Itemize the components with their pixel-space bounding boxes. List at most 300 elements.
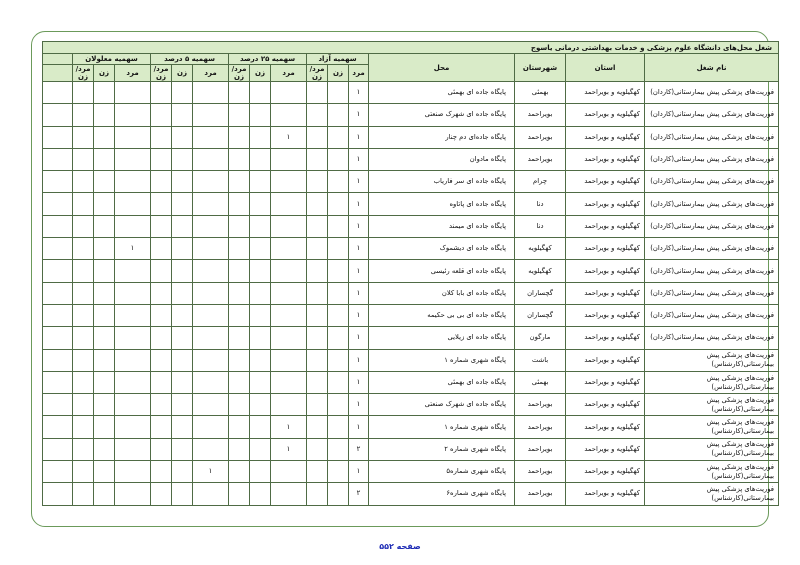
job-cell: فوریت‌های پزشکی پیش بیمارستانی(کارشناس) xyxy=(645,371,779,393)
quota-cell xyxy=(307,82,328,104)
quota-cell xyxy=(271,104,307,126)
place-cell: پایگاه شهری شماره ۲ xyxy=(369,438,515,460)
quota-cell xyxy=(172,260,193,282)
table-row xyxy=(43,171,779,193)
table-row xyxy=(43,260,779,282)
spacer-cell xyxy=(43,483,73,505)
subheader-cell: مرد xyxy=(115,65,151,82)
quota-cell xyxy=(250,438,271,460)
quota-cell xyxy=(328,193,349,215)
quota-cell: ۱ xyxy=(349,171,369,193)
place-cell: پایگاه جاده ای بهمئی xyxy=(369,82,515,104)
quota-cell xyxy=(193,282,229,304)
quota-cell xyxy=(73,82,94,104)
spacer-cell xyxy=(43,148,73,170)
quota-cell xyxy=(328,82,349,104)
county-cell: بویراحمد xyxy=(515,416,566,438)
quota-cell xyxy=(94,104,115,126)
quota-cell xyxy=(94,148,115,170)
table-row xyxy=(43,148,779,170)
quota-cell xyxy=(172,104,193,126)
table-row xyxy=(43,394,779,416)
quota-cell xyxy=(172,438,193,460)
quota-cell xyxy=(271,349,307,371)
quota-cell xyxy=(151,371,172,393)
quota-cell: ۱ xyxy=(349,327,369,349)
province-cell: کهگیلویه و بویراحمد xyxy=(566,215,645,237)
spacer-cell xyxy=(43,394,73,416)
table-row xyxy=(43,104,779,126)
quota-cell xyxy=(328,215,349,237)
quota-cell xyxy=(328,394,349,416)
quota-cell xyxy=(250,394,271,416)
quota-cell xyxy=(193,438,229,460)
quota-cell xyxy=(328,304,349,326)
job-cell: فوریت‌های پزشکی پیش بیمارستانی(کاردان) xyxy=(645,126,779,148)
spacer-cell xyxy=(43,438,73,460)
place-cell: پایگاه شهری شماره ۱ xyxy=(369,349,515,371)
quota-cell xyxy=(94,282,115,304)
quota-cell xyxy=(271,260,307,282)
quota-cell xyxy=(94,215,115,237)
table-row xyxy=(43,304,779,326)
quota-cell xyxy=(94,371,115,393)
quota-cell xyxy=(229,461,250,483)
quota-cell xyxy=(229,304,250,326)
quota-cell xyxy=(229,82,250,104)
header-place: محل xyxy=(369,54,515,82)
quota-cell xyxy=(250,483,271,505)
quota-cell xyxy=(328,171,349,193)
spacer-cell xyxy=(43,193,73,215)
province-cell: کهگیلویه و بویراحمد xyxy=(566,282,645,304)
quota-cell xyxy=(73,215,94,237)
quota-cell xyxy=(151,394,172,416)
subheader-cell: زن xyxy=(250,65,271,82)
place-cell: پایگاه جاده ای سر فاریاب xyxy=(369,171,515,193)
quota-cell xyxy=(307,148,328,170)
quota-cell xyxy=(115,171,151,193)
quota-cell xyxy=(172,82,193,104)
quota-cell xyxy=(94,483,115,505)
quota-cell xyxy=(94,461,115,483)
header-spacer xyxy=(43,54,73,65)
quota-cell xyxy=(271,82,307,104)
place-cell: پایگاه جاده ای میمند xyxy=(369,215,515,237)
quota-cell xyxy=(151,304,172,326)
quota-cell: ۱ xyxy=(271,438,307,460)
quota-cell xyxy=(115,260,151,282)
quota-cell xyxy=(193,394,229,416)
quota-cell: ۱ xyxy=(349,238,369,260)
province-cell: کهگیلویه و بویراحمد xyxy=(566,416,645,438)
quota-cell xyxy=(172,416,193,438)
quota-cell xyxy=(73,461,94,483)
quota-cell xyxy=(307,327,328,349)
quota-cell xyxy=(115,461,151,483)
table-row xyxy=(43,371,779,393)
quota-cell xyxy=(115,126,151,148)
quota-cell: ۱ xyxy=(349,148,369,170)
quota-cell xyxy=(271,171,307,193)
quota-cell xyxy=(328,104,349,126)
place-cell: پایگاه شهری شماره۵ xyxy=(369,461,515,483)
quota-cell xyxy=(328,260,349,282)
quota-cell xyxy=(115,416,151,438)
quota-cell xyxy=(250,171,271,193)
county-cell: کهگیلویه xyxy=(515,260,566,282)
quota-cell xyxy=(328,349,349,371)
quota-cell xyxy=(250,104,271,126)
job-cell: فوریت‌های پزشکی پیش بیمارستانی(کاردان) xyxy=(645,148,779,170)
page-number: صفحه ۵۵۲ xyxy=(379,542,421,551)
quota-cell xyxy=(172,394,193,416)
quota-cell xyxy=(151,349,172,371)
province-cell: کهگیلویه و بویراحمد xyxy=(566,260,645,282)
province-cell: کهگیلویه و بویراحمد xyxy=(566,371,645,393)
quota-cell xyxy=(307,461,328,483)
job-cell: فوریت‌های پزشکی پیش بیمارستانی(کاردان) xyxy=(645,327,779,349)
job-cell: فوریت‌های پزشکی پیش بیمارستانی(کاردان) xyxy=(645,82,779,104)
quota-cell xyxy=(73,282,94,304)
quota-cell xyxy=(94,82,115,104)
place-cell: پایگاه جاده‌ای دم چنار xyxy=(369,126,515,148)
quota-cell xyxy=(94,438,115,460)
province-cell: کهگیلویه و بویراحمد xyxy=(566,148,645,170)
job-cell: فوریت‌های پزشکی پیش بیمارستانی(کارشناس) xyxy=(645,438,779,460)
quota-cell xyxy=(229,416,250,438)
quota-cell xyxy=(193,327,229,349)
subheader-cell: مرد xyxy=(271,65,307,82)
quota-cell xyxy=(250,371,271,393)
quota-cell xyxy=(328,461,349,483)
quota-cell xyxy=(307,104,328,126)
quota-cell xyxy=(307,483,328,505)
header-province: استان xyxy=(566,54,645,82)
quota-cell xyxy=(229,104,250,126)
quota-cell xyxy=(271,327,307,349)
place-cell: پایگاه مادوان xyxy=(369,148,515,170)
job-cell: فوریت‌های پزشکی پیش بیمارستانی(کارشناس) xyxy=(645,349,779,371)
quota-cell xyxy=(193,349,229,371)
quota-cell xyxy=(115,438,151,460)
quota-cell xyxy=(271,238,307,260)
quota-cell xyxy=(94,394,115,416)
quota-cell xyxy=(328,483,349,505)
quota-cell xyxy=(172,126,193,148)
county-cell: گچساران xyxy=(515,282,566,304)
quota-cell xyxy=(151,327,172,349)
quota-cell xyxy=(229,215,250,237)
quota-cell xyxy=(73,238,94,260)
table-row xyxy=(43,416,779,438)
quota-cell xyxy=(94,416,115,438)
province-cell: کهگیلویه و بویراحمد xyxy=(566,126,645,148)
quota-cell: ۱ xyxy=(349,260,369,282)
quota-cell xyxy=(115,148,151,170)
job-cell: فوریت‌های پزشکی پیش بیمارستانی(کاردان) xyxy=(645,282,779,304)
county-cell: دنا xyxy=(515,193,566,215)
quota-cell: ۱ xyxy=(349,461,369,483)
quota-cell xyxy=(271,304,307,326)
place-cell: پایگاه جاده ای قلعه رئیسی xyxy=(369,260,515,282)
subheader-cell: زن xyxy=(328,65,349,82)
county-cell: کهگیلویه xyxy=(515,238,566,260)
quota-cell xyxy=(229,238,250,260)
quota-cell xyxy=(229,126,250,148)
quota-cell xyxy=(193,304,229,326)
province-cell: کهگیلویه و بویراحمد xyxy=(566,238,645,260)
quota-cell: ۱ xyxy=(349,349,369,371)
spacer-cell xyxy=(43,238,73,260)
quota-cell xyxy=(94,327,115,349)
job-cell: فوریت‌های پزشکی پیش بیمارستانی(کاردان) xyxy=(645,238,779,260)
spacer-cell xyxy=(43,171,73,193)
county-cell: بویراحمد xyxy=(515,483,566,505)
quota-cell xyxy=(307,304,328,326)
quota-cell xyxy=(172,349,193,371)
quota-cell xyxy=(73,327,94,349)
quota-cell xyxy=(73,304,94,326)
quota-cell xyxy=(250,416,271,438)
quota-cell xyxy=(115,104,151,126)
quota-cell xyxy=(307,438,328,460)
county-cell: بویراحمد xyxy=(515,126,566,148)
quota-cell xyxy=(250,461,271,483)
quota-cell xyxy=(271,461,307,483)
quota-cell xyxy=(115,371,151,393)
quota-cell xyxy=(172,483,193,505)
quota-cell xyxy=(229,483,250,505)
county-cell: بویراحمد xyxy=(515,438,566,460)
quota-cell xyxy=(151,438,172,460)
quota-cell xyxy=(307,215,328,237)
quota-cell xyxy=(172,461,193,483)
quota-cell xyxy=(250,349,271,371)
quota-cell: ۱ xyxy=(349,193,369,215)
quota-cell xyxy=(115,483,151,505)
place-cell: پایگاه جاده ای بهمئی xyxy=(369,371,515,393)
province-cell: کهگیلویه و بویراحمد xyxy=(566,304,645,326)
quota-cell: ۱ xyxy=(271,416,307,438)
quota-cell xyxy=(172,327,193,349)
subheader-cell: زن xyxy=(172,65,193,82)
quota-cell xyxy=(151,215,172,237)
spacer-cell xyxy=(43,461,73,483)
quota-cell xyxy=(328,148,349,170)
quota-cell xyxy=(193,215,229,237)
place-cell: پایگاه جاده ای زیلایی xyxy=(369,327,515,349)
quota-cell xyxy=(73,349,94,371)
table-row xyxy=(43,327,779,349)
province-cell: کهگیلویه و بویراحمد xyxy=(566,193,645,215)
quota-cell: ۲ xyxy=(349,483,369,505)
spacer-cell xyxy=(43,82,73,104)
quota-cell xyxy=(229,171,250,193)
subheader-cell: زن xyxy=(94,65,115,82)
quota-cell xyxy=(73,104,94,126)
quota-cell xyxy=(250,148,271,170)
quota-cell xyxy=(172,193,193,215)
quota-cell xyxy=(151,260,172,282)
province-cell: کهگیلویه و بویراحمد xyxy=(566,82,645,104)
quota-cell xyxy=(151,104,172,126)
spacer-cell xyxy=(43,126,73,148)
quota-cell xyxy=(73,260,94,282)
quota-cell xyxy=(94,126,115,148)
quota-cell xyxy=(115,349,151,371)
quota-cell xyxy=(271,483,307,505)
header-job: نام شغل xyxy=(645,54,779,82)
quota-cell xyxy=(172,282,193,304)
quota-cell xyxy=(328,327,349,349)
quota-cell: ۱ xyxy=(349,416,369,438)
quota-cell xyxy=(94,238,115,260)
quota-cell xyxy=(250,215,271,237)
quota-cell xyxy=(250,126,271,148)
table-row xyxy=(43,215,779,237)
quota-cell xyxy=(193,193,229,215)
quota-cell xyxy=(94,193,115,215)
quota-cell xyxy=(193,371,229,393)
quota-cell: ۱ xyxy=(115,238,151,260)
county-cell: بویراحمد xyxy=(515,104,566,126)
quota-cell xyxy=(172,148,193,170)
quota-cell xyxy=(307,349,328,371)
quota-cell xyxy=(73,371,94,393)
quota-cell xyxy=(307,416,328,438)
quota-cell xyxy=(271,282,307,304)
county-cell: گچساران xyxy=(515,304,566,326)
quota-cell xyxy=(73,416,94,438)
place-cell: پایگاه جاده ای بی بی حکیمه xyxy=(369,304,515,326)
quota-cell xyxy=(115,304,151,326)
quota-cell xyxy=(193,82,229,104)
quota-cell xyxy=(94,349,115,371)
quota-cell xyxy=(73,126,94,148)
province-cell: کهگیلویه و بویراحمد xyxy=(566,104,645,126)
spacer-cell xyxy=(43,416,73,438)
quota-cell: ۱ xyxy=(349,371,369,393)
table-body xyxy=(43,82,779,506)
quota-cell xyxy=(229,282,250,304)
quota-cell: ۱ xyxy=(349,82,369,104)
quota-cell xyxy=(250,260,271,282)
quota-cell: ۱ xyxy=(349,126,369,148)
table-row xyxy=(43,193,779,215)
quota-cell xyxy=(307,394,328,416)
quota-cell xyxy=(73,148,94,170)
quota-cell: ۱ xyxy=(349,304,369,326)
quota-cell xyxy=(250,304,271,326)
jobs-table xyxy=(42,41,779,506)
place-cell: پایگاه شهری شماره ۱ xyxy=(369,416,515,438)
subheader-cell: مرد/زن xyxy=(151,65,172,82)
county-cell: دنا xyxy=(515,215,566,237)
quota-cell xyxy=(229,349,250,371)
jobs-table-wrapper xyxy=(42,41,775,506)
county-cell: مارگون xyxy=(515,327,566,349)
spacer-cell xyxy=(43,260,73,282)
quota-cell xyxy=(250,282,271,304)
place-cell: پایگاه جاده ای پاتاوه xyxy=(369,193,515,215)
quota-cell xyxy=(271,148,307,170)
quota-cell xyxy=(271,193,307,215)
header-county: شهرستان xyxy=(515,54,566,82)
job-cell: فوریت‌های پزشکی پیش بیمارستانی(کارشناس) xyxy=(645,461,779,483)
quota-cell xyxy=(193,238,229,260)
job-cell: فوریت‌های پزشکی پیش بیمارستانی(کارشناس) xyxy=(645,416,779,438)
spacer-cell xyxy=(43,304,73,326)
province-cell: کهگیلویه و بویراحمد xyxy=(566,438,645,460)
quota-cell xyxy=(172,371,193,393)
quota-cell xyxy=(193,126,229,148)
quota-cell xyxy=(307,282,328,304)
job-cell: فوریت‌های پزشکی پیش بیمارستانی(کاردان) xyxy=(645,304,779,326)
quota-cell xyxy=(229,394,250,416)
province-cell: کهگیلویه و بویراحمد xyxy=(566,171,645,193)
quota-cell xyxy=(307,126,328,148)
county-cell: بویراحمد xyxy=(515,461,566,483)
header-group-5: سهمیه ۵ درصد xyxy=(151,54,229,65)
subheader-spacer xyxy=(43,65,73,82)
quota-cell xyxy=(115,82,151,104)
quota-cell xyxy=(328,416,349,438)
province-cell: کهگیلویه و بویراحمد xyxy=(566,394,645,416)
quota-cell xyxy=(151,238,172,260)
quota-cell xyxy=(250,238,271,260)
quota-cell xyxy=(307,371,328,393)
quota-cell xyxy=(307,171,328,193)
quota-cell xyxy=(250,82,271,104)
quota-cell xyxy=(328,438,349,460)
table-title: شغل محل‌های دانشگاه علوم پزشکی و خدمات بهداشتی درمانی یاسوج xyxy=(43,42,779,54)
quota-cell xyxy=(328,126,349,148)
quota-cell xyxy=(115,394,151,416)
quota-cell: ۲ xyxy=(349,438,369,460)
job-cell: فوریت‌های پزشکی پیش بیمارستانی(کاردان) xyxy=(645,215,779,237)
quota-cell xyxy=(94,304,115,326)
county-cell: باشت xyxy=(515,349,566,371)
quota-cell: ۱ xyxy=(349,394,369,416)
province-cell: کهگیلویه و بویراحمد xyxy=(566,461,645,483)
quota-cell xyxy=(151,126,172,148)
quota-cell xyxy=(151,282,172,304)
quota-cell xyxy=(94,171,115,193)
place-cell: پایگاه جاده ای شهرک صنعتی xyxy=(369,104,515,126)
county-cell: بویراحمد xyxy=(515,148,566,170)
quota-cell xyxy=(172,215,193,237)
quota-cell: ۱ xyxy=(349,215,369,237)
quota-cell xyxy=(307,193,328,215)
quota-cell xyxy=(151,461,172,483)
quota-cell xyxy=(271,215,307,237)
quota-cell: ۱ xyxy=(349,104,369,126)
spacer-cell xyxy=(43,371,73,393)
quota-cell: ۱ xyxy=(193,461,229,483)
quota-cell xyxy=(307,238,328,260)
place-cell: پایگاه شهری شماره۶ xyxy=(369,483,515,505)
quota-cell xyxy=(229,260,250,282)
quota-cell xyxy=(115,327,151,349)
quota-cell xyxy=(151,171,172,193)
quota-cell xyxy=(73,438,94,460)
quota-cell xyxy=(229,193,250,215)
quota-cell xyxy=(115,215,151,237)
job-cell: فوریت‌های پزشکی پیش بیمارستانی(کاردان) xyxy=(645,104,779,126)
quota-cell xyxy=(307,260,328,282)
place-cell: پایگاه جاده ای بابا کلان xyxy=(369,282,515,304)
